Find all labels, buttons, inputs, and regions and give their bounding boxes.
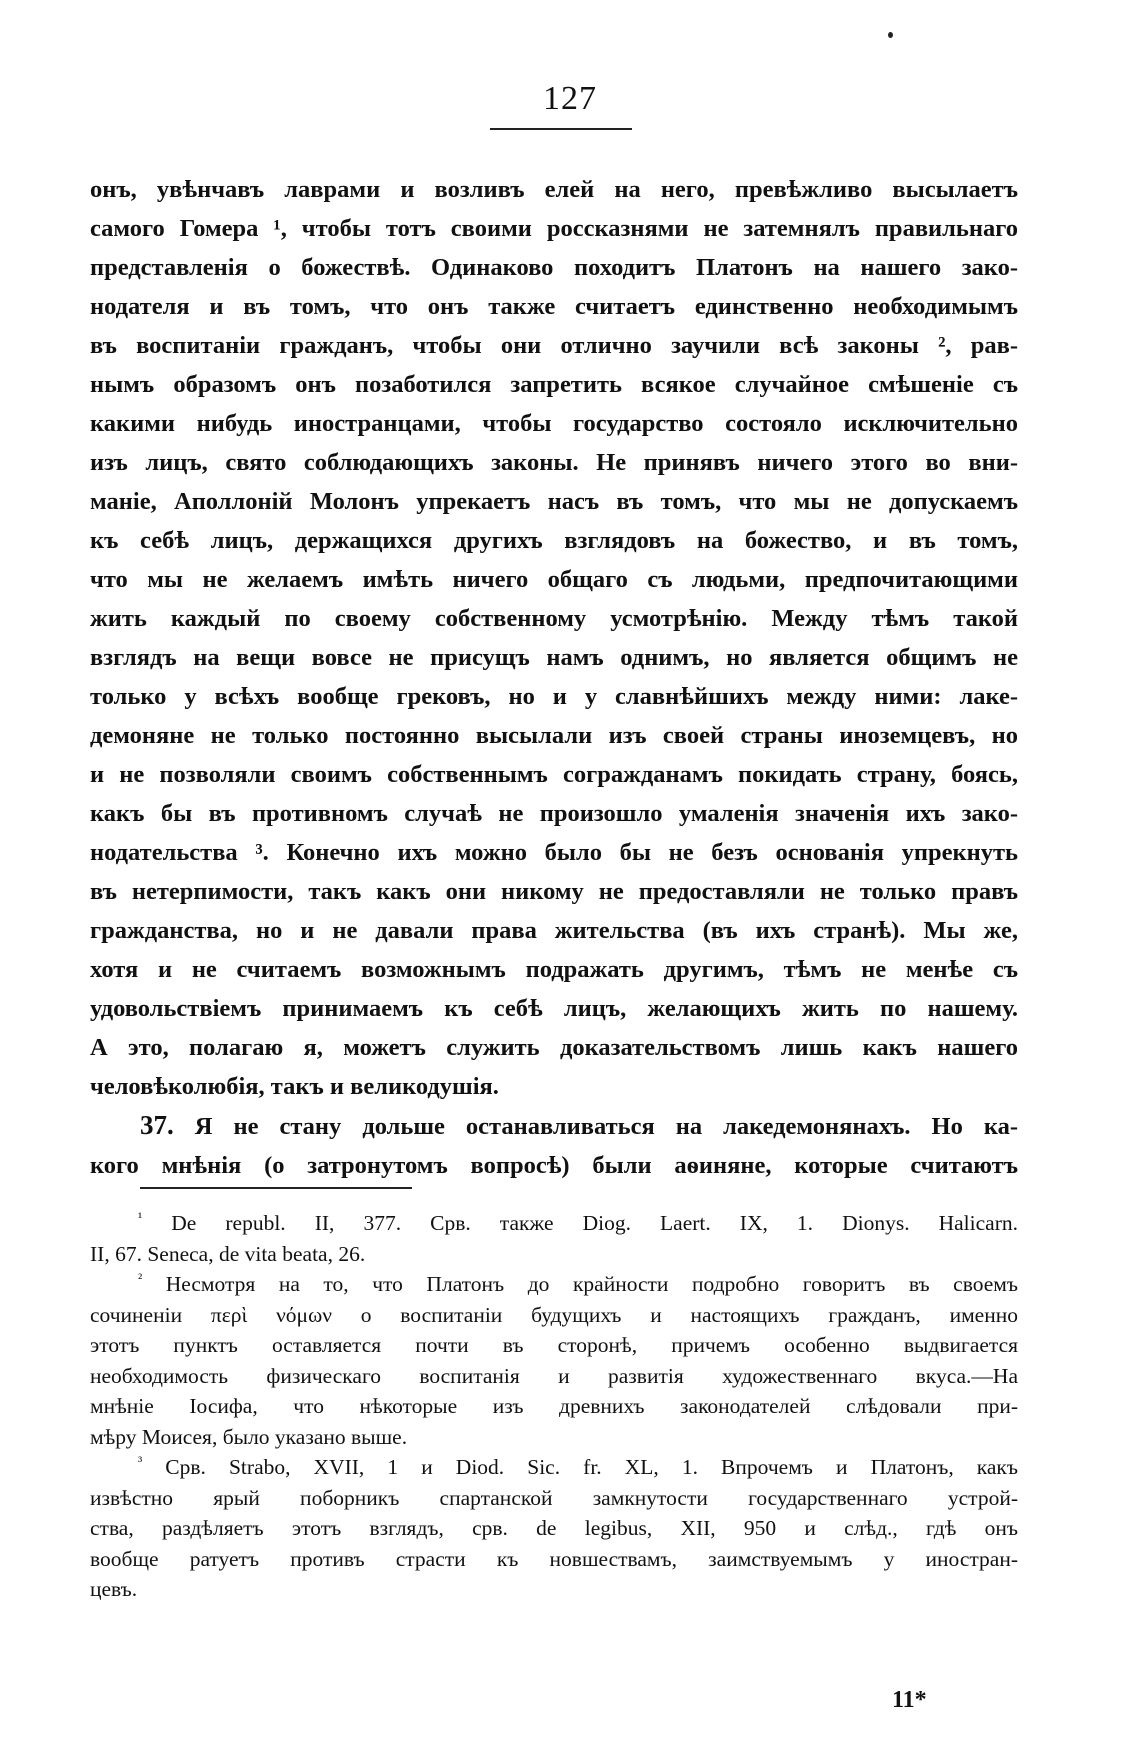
footnote-line: ства, раздѣляетъ этотъ взглядъ, срв. de legibus, XII, 950 и слѣд., гдѣ онъ: [90, 1516, 1018, 1540]
footnote-line: De republ. II, 377. Срв. также Diog. Laert. IX, 1. Dionys. Halicarn.: [171, 1211, 1018, 1235]
footnote-1: [90, 1208, 1018, 1269]
text-line: Я не стану дольше останавливаться на лакедемонянахъ. Но ка-: [194, 1113, 1019, 1140]
footnote-3: [90, 1452, 1018, 1605]
signature-mark: 11*: [892, 1687, 927, 1713]
footnotes: [90, 1208, 1018, 1605]
body-paragraph: [90, 170, 1018, 1106]
footnote-line: мнѣніе Іосифа, что нѣкоторые изъ древнихъ законодателей слѣдовали при-: [90, 1394, 1018, 1418]
footnote-line: цевъ.: [90, 1577, 138, 1601]
footnote-rule: [140, 1187, 412, 1189]
footnote-line: мѣру Моисея, было указано выше.: [90, 1424, 408, 1449]
footnote-mark: ²: [138, 1271, 143, 1287]
section-paragraph: [90, 1106, 1018, 1185]
section-first-line: [90, 1106, 1018, 1146]
text-line: въ нетерпимости, такъ какъ они никому не предоставляли не только правъ: [90, 878, 1018, 905]
text-line: хотя и не считаемъ возможнымъ подражать другимъ, тѣмъ не менѣе съ: [90, 956, 1018, 983]
text-line: что мы не желаемъ имѣть ничего общаго съ людьми, предпочитающими: [90, 566, 1018, 593]
footnote-first-line: [90, 1452, 1018, 1483]
footnote-line: сочиненіи περὶ νόμων о воспитаніи будущихъ и настоящихъ гражданъ, именно: [90, 1302, 1018, 1327]
text-line: нымъ образомъ онъ позаботился запретить всякое случайное смѣшеніе съ: [90, 371, 1018, 398]
footnote-2: [90, 1269, 1018, 1452]
text-line: гражданства, но и не давали права жительства (въ ихъ странѣ). Мы же,: [90, 917, 1018, 944]
text-line: какими нибудь иностранцами, чтобы государство состояло исключительно: [90, 410, 1018, 437]
text-line: взглядъ на вещи вовсе не присущъ намъ однимъ, но является общимъ не: [90, 644, 1018, 671]
footnote-first-line: [90, 1208, 1018, 1239]
footnote-line: Несмотря на то, что Платонъ до крайности подробно говоритъ въ своемъ: [165, 1272, 1019, 1296]
text-line: изъ лицъ, свято соблюдающихъ законы. Не принявъ ничего этого во вни-: [90, 449, 1018, 476]
footnote-line: этотъ пунктъ оставляется почти въ сторонѣ, причемъ особенно выдвигается: [90, 1333, 1018, 1357]
footnote-first-line: [90, 1269, 1018, 1300]
text-line: онъ, увѣнчавъ лаврами и возливъ елей на него, превѣжливо высылаетъ: [90, 176, 1018, 203]
text-line: А это, полагаю я, можетъ служить доказательствомъ лишь какъ нашего: [90, 1034, 1018, 1061]
text-line: маніе, Аполлоній Молонъ упрекаетъ насъ въ томъ, что мы не допускаемъ: [90, 488, 1018, 515]
footnote-line: Срв. Strabo, XVII, 1 и Diod. Sic. fr. XL, 1. Впрочемъ и Платонъ, какъ: [165, 1455, 1018, 1479]
text-line: къ себѣ лицъ, держащихся другихъ взглядовъ на божество, и въ томъ,: [90, 527, 1018, 554]
text-line: какъ бы въ противномъ случаѣ не произошло умаленія значенія ихъ зако-: [90, 800, 1018, 827]
main-text: [90, 170, 1018, 1185]
footnote-line: необходимость физическаго воспитанія и развитія художественнаго вкуса.—На: [90, 1363, 1018, 1388]
text-line: въ воспитаніи гражданъ, чтобы они отлично заучили всѣ законы ², рав-: [90, 332, 1018, 359]
text-line: представленія о божествѣ. Одинаково походитъ Платонъ на нашего зако-: [90, 254, 1018, 281]
footnote-line: II, 67. Seneca, de vita beata, 26.: [90, 1241, 366, 1266]
text-line: нодательства ³. Конечно ихъ можно было бы не безъ основанія упрекнуть: [90, 839, 1018, 866]
text-line: удовольствіемъ принимаемъ къ себѣ лицъ, желающихъ жить по нашему.: [90, 995, 1018, 1022]
text-line: человѣколюбія, такъ и великодушія.: [90, 1073, 499, 1100]
page-number-rule: [490, 128, 632, 130]
text-line: демоняне не только постоянно высылали изъ своей страны иноземцевъ, но: [90, 722, 1018, 749]
footnote-line: извѣстно ярый поборникъ спартанской замкнутости государственнаго устрой-: [90, 1485, 1018, 1510]
footnote-line: вообще ратуетъ противъ страсти къ новшествамъ, заимствуемымъ у иностран-: [90, 1546, 1018, 1571]
section-number: 37.: [140, 1110, 174, 1140]
text-line: и не позволяли своимъ собственнымъ согражданамъ покидать страну, боясь,: [90, 761, 1018, 788]
print-speck: [888, 32, 893, 38]
footnote-mark: ³: [138, 1454, 143, 1470]
text-line: только у всѣхъ вообще грековъ, но и у славнѣйшихъ между ними: лаке-: [90, 683, 1018, 710]
text-line: кого мнѣнія (о затронутомъ вопросѣ) были аѳиняне, которые считаютъ: [90, 1152, 1018, 1179]
text-line: самого Гомера ¹, чтобы тотъ своими россказнями не затемнялъ правильнаго: [90, 215, 1018, 242]
text-line: жить каждый по своему собственному усмотрѣнію. Между тѣмъ такой: [90, 605, 1018, 632]
page-number: 127: [543, 80, 597, 117]
footnote-mark: ¹: [138, 1210, 143, 1226]
text-line: нодателя и въ томъ, что онъ также считаетъ единственно необходимымъ: [90, 293, 1018, 320]
